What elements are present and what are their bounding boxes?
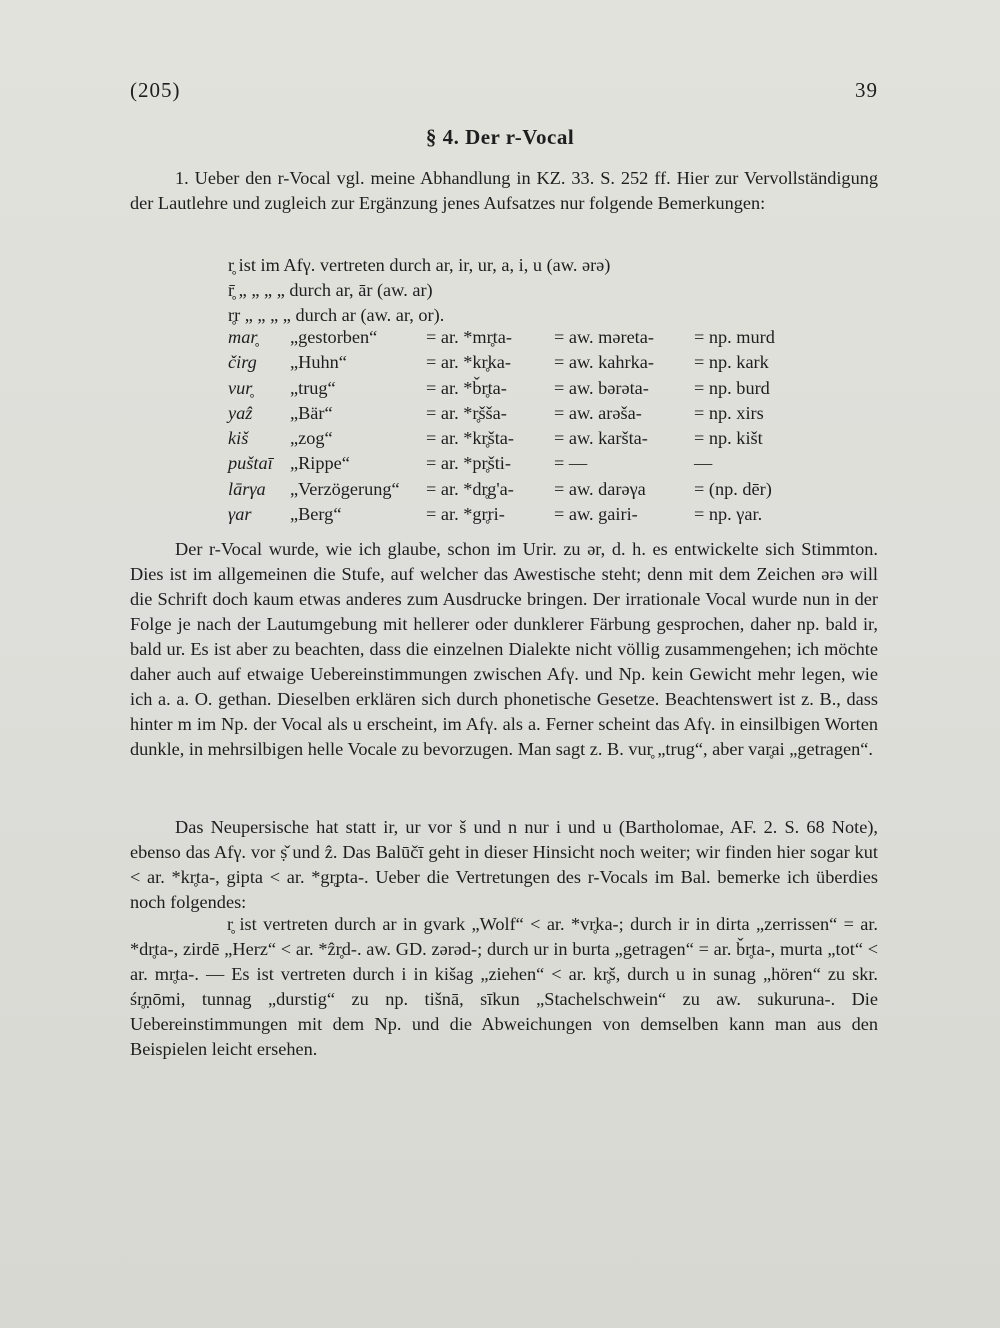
vowel-mapping <box>228 253 868 328</box>
paragraph-baluchi: r̥ ist vertreten durch ar in gvark „Wolf“ < ar. *vr̥ka-; durch ir in dirta „zerrissen“ = ar. *dr̥ta-, zirdē „Herz“ < ar. *ẑr̥d-. aw. GD. zərəd-; durch ur in burta „getragen“ = ar. b̌r̥ta-, murta „tot“ < ar. mr̥ta-. — Es ist vertreten durch i in kišag „ziehen“ < ar. kr̥š, durch u in sunag „hören“ zu skr. śr̥ṇōmi, tunnag „durstig“ zu np. tišnā, sīkun „Stachelschwein“ zu aw. sukuruna-. Die Uebereinstimmungen mit dem Np. und die Abweichungen von demselben kann man aus den Beispielen leicht ersehen. <box>130 914 878 1059</box>
example-aryan: = ar. *pr̥šti- <box>426 453 511 474</box>
example-newpersian: = np. murd <box>694 327 775 347</box>
mapping-line: r̥̄ „ „ „ „ durch ar, ār (aw. ar) <box>228 280 433 300</box>
example-gloss: „Bär“ <box>290 402 333 423</box>
page-section-number: (205) <box>130 78 181 102</box>
example-avestan: = aw. məreta- <box>554 327 654 347</box>
example-aryan: = ar. *kr̥ka- <box>426 352 511 373</box>
example-word: lārγa <box>228 478 266 499</box>
example-aryan: = ar. *mr̥ta- <box>426 327 512 347</box>
section-title: § 4. Der r-Vocal <box>425 125 575 149</box>
example-newpersian: = np. γar. <box>694 504 763 525</box>
example-word: kiš <box>228 428 249 449</box>
example-newpersian: = (np. dēr) <box>694 478 772 499</box>
example-newpersian: = np. kišt <box>694 428 763 449</box>
example-word: vur̥ <box>228 377 253 398</box>
example-gloss: „Verzögerung“ <box>290 478 400 499</box>
page-number: 39 <box>855 78 878 102</box>
paragraph-newpersian: Das Neupersische hat statt ir, ur vor š und n nur i und u (Bartholomae, AF. 2. S. 68 Note), ebenso das Afγ. vor ṣ̌ und ẑ. Das Balūčī geht in dieser Hinsicht noch weiter; wir finden hier sogar kut < ar. *kr̥ta-, gipta < ar. *gr̥pta-. Ueber die Vertretungen des r-Vocals im Bal. bemerke ich überdies noch folgendes: <box>130 817 878 912</box>
example-avestan: = aw. gairi- <box>554 504 638 525</box>
mapping-line: r̥r „ „ „ „ durch ar (aw. ar, or). <box>228 305 445 325</box>
example-aryan: = ar. *r̥šša- <box>426 402 507 423</box>
example-word: mar̥ <box>228 327 258 347</box>
example-avestan: = aw. kahrka- <box>554 352 654 373</box>
paragraph-development: Der r-Vocal wurde, wie ich glaube, schon im Urir. zu ər, d. h. es entwickelte sich Stimmton. Dies ist im allgemeinen die Stufe, auf welcher das Awestische steht; denn mit dem Zeichen ərə will die Schrift doch kaum etwas anderes zum Ausdrucke bringen. Der irrationale Vocal wurde nun in der Folge je nach der Lautumgebung mit hellerer oder dunklerer Färbung gesprochen, daher np. bald ir, bald ur. Es ist aber zu beachten, dass die einzelnen Dialekte nicht völlig zusammengehen; ich möchte daher auch auf etwaige Uebereinstimmungen zwischen Afγ. und Np. kein Gewicht mehr legen, wie ich a. a. O. gethan. Dieselben erklären sich durch phonetische Gesetze. Beachtenswert ist z. B., dass hinter m im Np. der Vocal als u erscheint, im Afγ. als a. Ferner scheint das Afγ. in einsilbigen Worten dunkle, in mehrsilbigen helle Vocale zu bevorzugen. Man sagt z. B. vur̥ „trug“, aber var̥ai „getragen“. <box>130 539 878 759</box>
example-gloss: „trug“ <box>290 377 336 398</box>
example-avestan: = — <box>554 453 588 474</box>
example-newpersian: = np. kark <box>694 352 769 373</box>
example-avestan: = aw. karšta- <box>554 428 648 449</box>
example-aryan: = ar. *dr̥g'a- <box>426 478 514 499</box>
paragraph-intro: 1. Ueber den r-Vocal vgl. meine Abhandlung in KZ. 33. S. 252 ff. Hier zur Vervollständigung der Lautlehre und zugleich zur Ergänzung jenes Aufsatzes nur folgende Bemerkungen: <box>130 168 878 213</box>
example-avestan: = aw. bərəta- <box>554 377 649 398</box>
example-newpersian: = np. burd <box>694 377 770 398</box>
example-newpersian: = np. xirs <box>694 402 764 423</box>
mapping-line: r̥ ist im Afγ. vertreten durch ar, ir, ur, a, i, u (aw. ərə) <box>228 255 611 275</box>
example-avestan: = aw. arəša- <box>554 402 642 423</box>
example-word: yaẑ <box>228 402 253 423</box>
example-gloss: „Huhn“ <box>290 352 347 373</box>
example-aryan: = ar. *gr̥ri- <box>426 504 505 525</box>
example-gloss: „Berg“ <box>290 504 342 525</box>
example-newpersian: — <box>694 453 713 474</box>
example-avestan: = aw. darəγa <box>554 478 646 499</box>
example-word: puštaī <box>228 453 273 474</box>
example-gloss: „zog“ <box>290 428 333 449</box>
example-gloss: „Rippe“ <box>290 453 350 474</box>
example-word: γar <box>228 504 252 525</box>
example-aryan: = ar. *kr̥šta- <box>426 428 514 449</box>
example-aryan: = ar. *b̌r̥ta- <box>426 377 507 398</box>
example-gloss: „gestorben“ <box>290 327 378 347</box>
example-word: čirg <box>228 352 257 373</box>
